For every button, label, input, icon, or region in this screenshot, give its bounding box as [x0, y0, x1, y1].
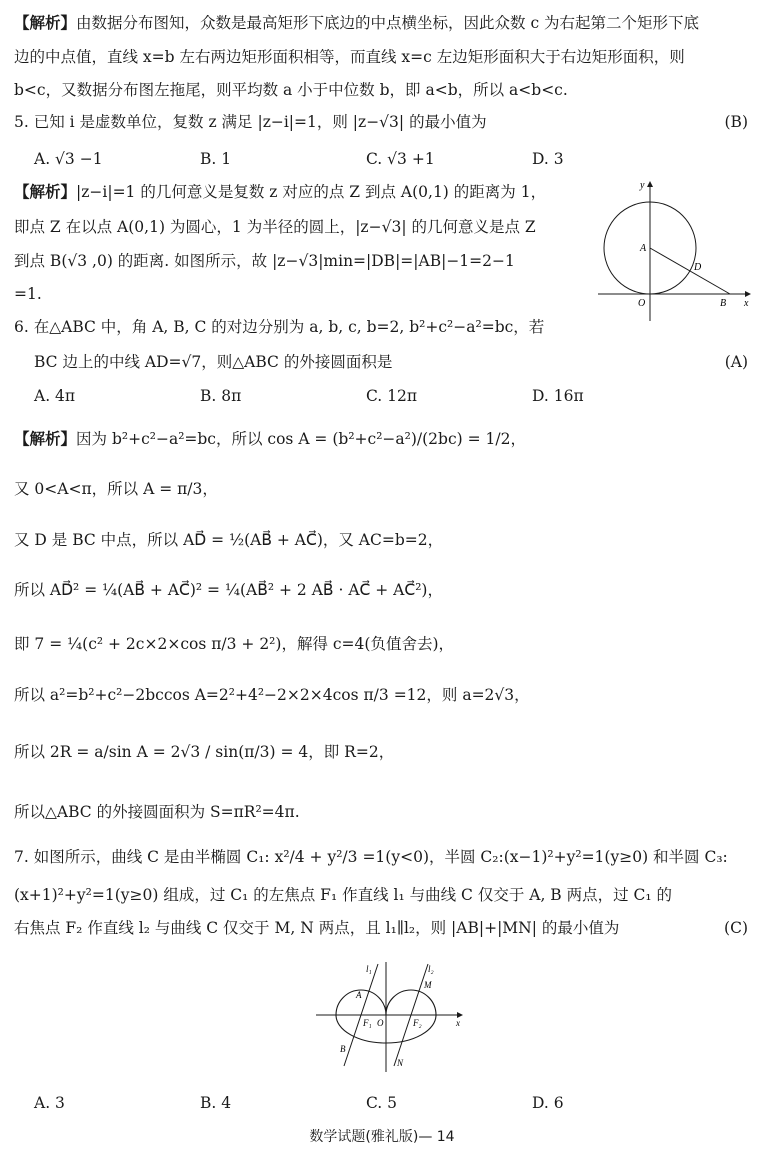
q7-label-m: M	[424, 980, 432, 990]
analysis-line-2: 边的中点值，直线 x=b 左右两边矩形面积相等，而直线 x=c 左边矩形面积大于右边矩形面积，则	[14, 48, 685, 66]
q6-solution-line-5: 即 7 = ¼(c² + 2c×2×cos π/3 + 2²)，解得 c=4(负值舍去)，	[14, 635, 454, 653]
q7-stem-1: 7. 如图所示，曲线 C 是由半椭圆 C₁: x²/4 + y²/3 =1(y<0)，半圆 C₂:(x−1)²+y²=1(y≥0) 和半圆 C₃:	[14, 848, 728, 866]
q5-option-b: B. 1	[200, 150, 232, 168]
q5-solution-line-4: =1.	[14, 285, 42, 303]
q7-option-a: A. 3	[34, 1094, 65, 1112]
q7-figure	[306, 958, 476, 1080]
q5-stem: 5. 已知 i 是虚数单位，复数 z 满足 |z−i|=1，则 |z−√3| 的最小值为	[14, 113, 487, 131]
q7-label-b: B	[340, 1044, 346, 1054]
q7-label-a: A	[356, 990, 362, 1000]
q5-option-a: A. √3 −1	[34, 150, 103, 168]
q7-stem-2: (x+1)²+y²=1(y≥0) 组成，过 C₁ 的左焦点 F₁ 作直线 l₁ 与曲线 C 仅交于 A, B 两点，过 C₁ 的	[14, 886, 673, 904]
q5-option-d: D. 3	[532, 150, 564, 168]
q7-label-o: O	[377, 1018, 384, 1028]
q6-option-d: D. 16π	[532, 387, 584, 405]
q7-label-f1: F₁	[363, 1018, 372, 1028]
q6-solution-line-2: 又 0<A<π，所以 A = π/3，	[14, 480, 218, 498]
q6-answer: (A)	[724, 353, 748, 371]
q6-solution-line-1: 【解析】因为 b²+c²−a²=bc，所以 cos A = (b²+c²−a²)/(2bc) = 1/2，	[14, 430, 526, 448]
q5-label-a: A	[640, 243, 647, 254]
q5-label-d: D	[694, 262, 702, 273]
q7-option-d: D. 6	[532, 1094, 564, 1112]
q5-analysis-tag: 【解析】	[14, 183, 77, 201]
q6-stem-2: BC 边上的中线 AD=√7，则△ABC 的外接圆面积是	[34, 353, 393, 371]
q6-solution-line-6: 所以 a²=b²+c²−2bccos A=2²+4²−2×2×4cos π/3 =12，则 a=2√3，	[14, 686, 530, 704]
q7-semicircle-c2	[386, 990, 436, 1015]
q7-label-l1: l₁	[366, 964, 372, 974]
q6-option-b: B. 8π	[200, 387, 242, 405]
q7-stem-3: 右焦点 F₂ 作直线 l₂ 与曲线 C 仅交于 M, N 两点，且 l₁∥l₂，则 |AB|+|MN| 的最小值为	[14, 919, 620, 937]
q6-stem-1: 6. 在△ABC 中，角 A, B, C 的对边分别为 a, b, c, b=2, b²+c²−a²=bc，若	[14, 318, 545, 336]
q7-answer: (C)	[724, 919, 748, 937]
q5-label-o: O	[638, 298, 646, 309]
q7-option-c: C. 5	[366, 1094, 398, 1112]
q5-segment-ab	[650, 248, 730, 294]
analysis-text: 由数据分布图知，众数是最高矩形下底边的中点横坐标，因此众数 c 为右起第二个矩形下底	[76, 14, 700, 32]
q5-option-c: C. √3 +1	[366, 150, 435, 168]
page-footer: 数学试题(雅礼版)— 14	[309, 1129, 455, 1145]
q6-solution-line-8: 所以△ABC 的外接圆面积为 S=πR²=4π.	[14, 803, 300, 821]
q5-solution-line-3: 到点 B(√3 ,0) 的距离. 如图所示，故 |z−√3|min=|DB|=|AB|−1=2−1	[14, 252, 515, 270]
q7-label-f2: F₂	[413, 1018, 422, 1028]
q6-solution-line-4: 所以 AD⃗² = ¼(AB⃗ + AC⃗)² = ¼(AB⃗² + 2 AB⃗ · AC⃗ + AC⃗²)，	[14, 581, 443, 599]
q5-answer: (B)	[724, 113, 748, 131]
q5-figure	[592, 176, 754, 324]
q6-analysis-tag: 【解析】	[14, 430, 77, 448]
q5-label-y: y	[640, 180, 645, 191]
q6-option-a: A. 4π	[34, 387, 76, 405]
q7-option-b: B. 4	[200, 1094, 232, 1112]
analysis-line-3: b<c，又数据分布图左拖尾，则平均数 a 小于中位数 b，即 a<b，所以 a<b<c.	[14, 81, 568, 99]
q7-label-l2: l₂	[428, 964, 434, 974]
q6-option-c: C. 12π	[366, 387, 418, 405]
q5-label-x: x	[744, 298, 749, 309]
q7-label-n: N	[397, 1058, 404, 1068]
q5-solution-line-1: 【解析】|z−i|=1 的几何意义是复数 z 对应的点 Z 到点 A(0,1) 的距离为 1，	[14, 183, 547, 201]
q6-solution-line-3: 又 D 是 BC 中点，所以 AD⃗ = ½(AB⃗ + AC⃗)，又 AC=b=2，	[14, 531, 444, 549]
analysis-line-1	[14, 12, 699, 34]
analysis-tag: 【解析】	[14, 14, 77, 32]
q5-solution-line-2: 即点 Z 在以点 A(0,1) 为圆心，1 为半径的圆上，|z−√3| 的几何意义是点 Z	[14, 218, 536, 236]
q6-solution-line-7: 所以 2R = a/sin A = 2√3 / sin(π/3) = 4，即 R=2，	[14, 743, 395, 761]
q5-label-b: B	[720, 298, 727, 309]
q7-label-x: x	[456, 1018, 460, 1028]
